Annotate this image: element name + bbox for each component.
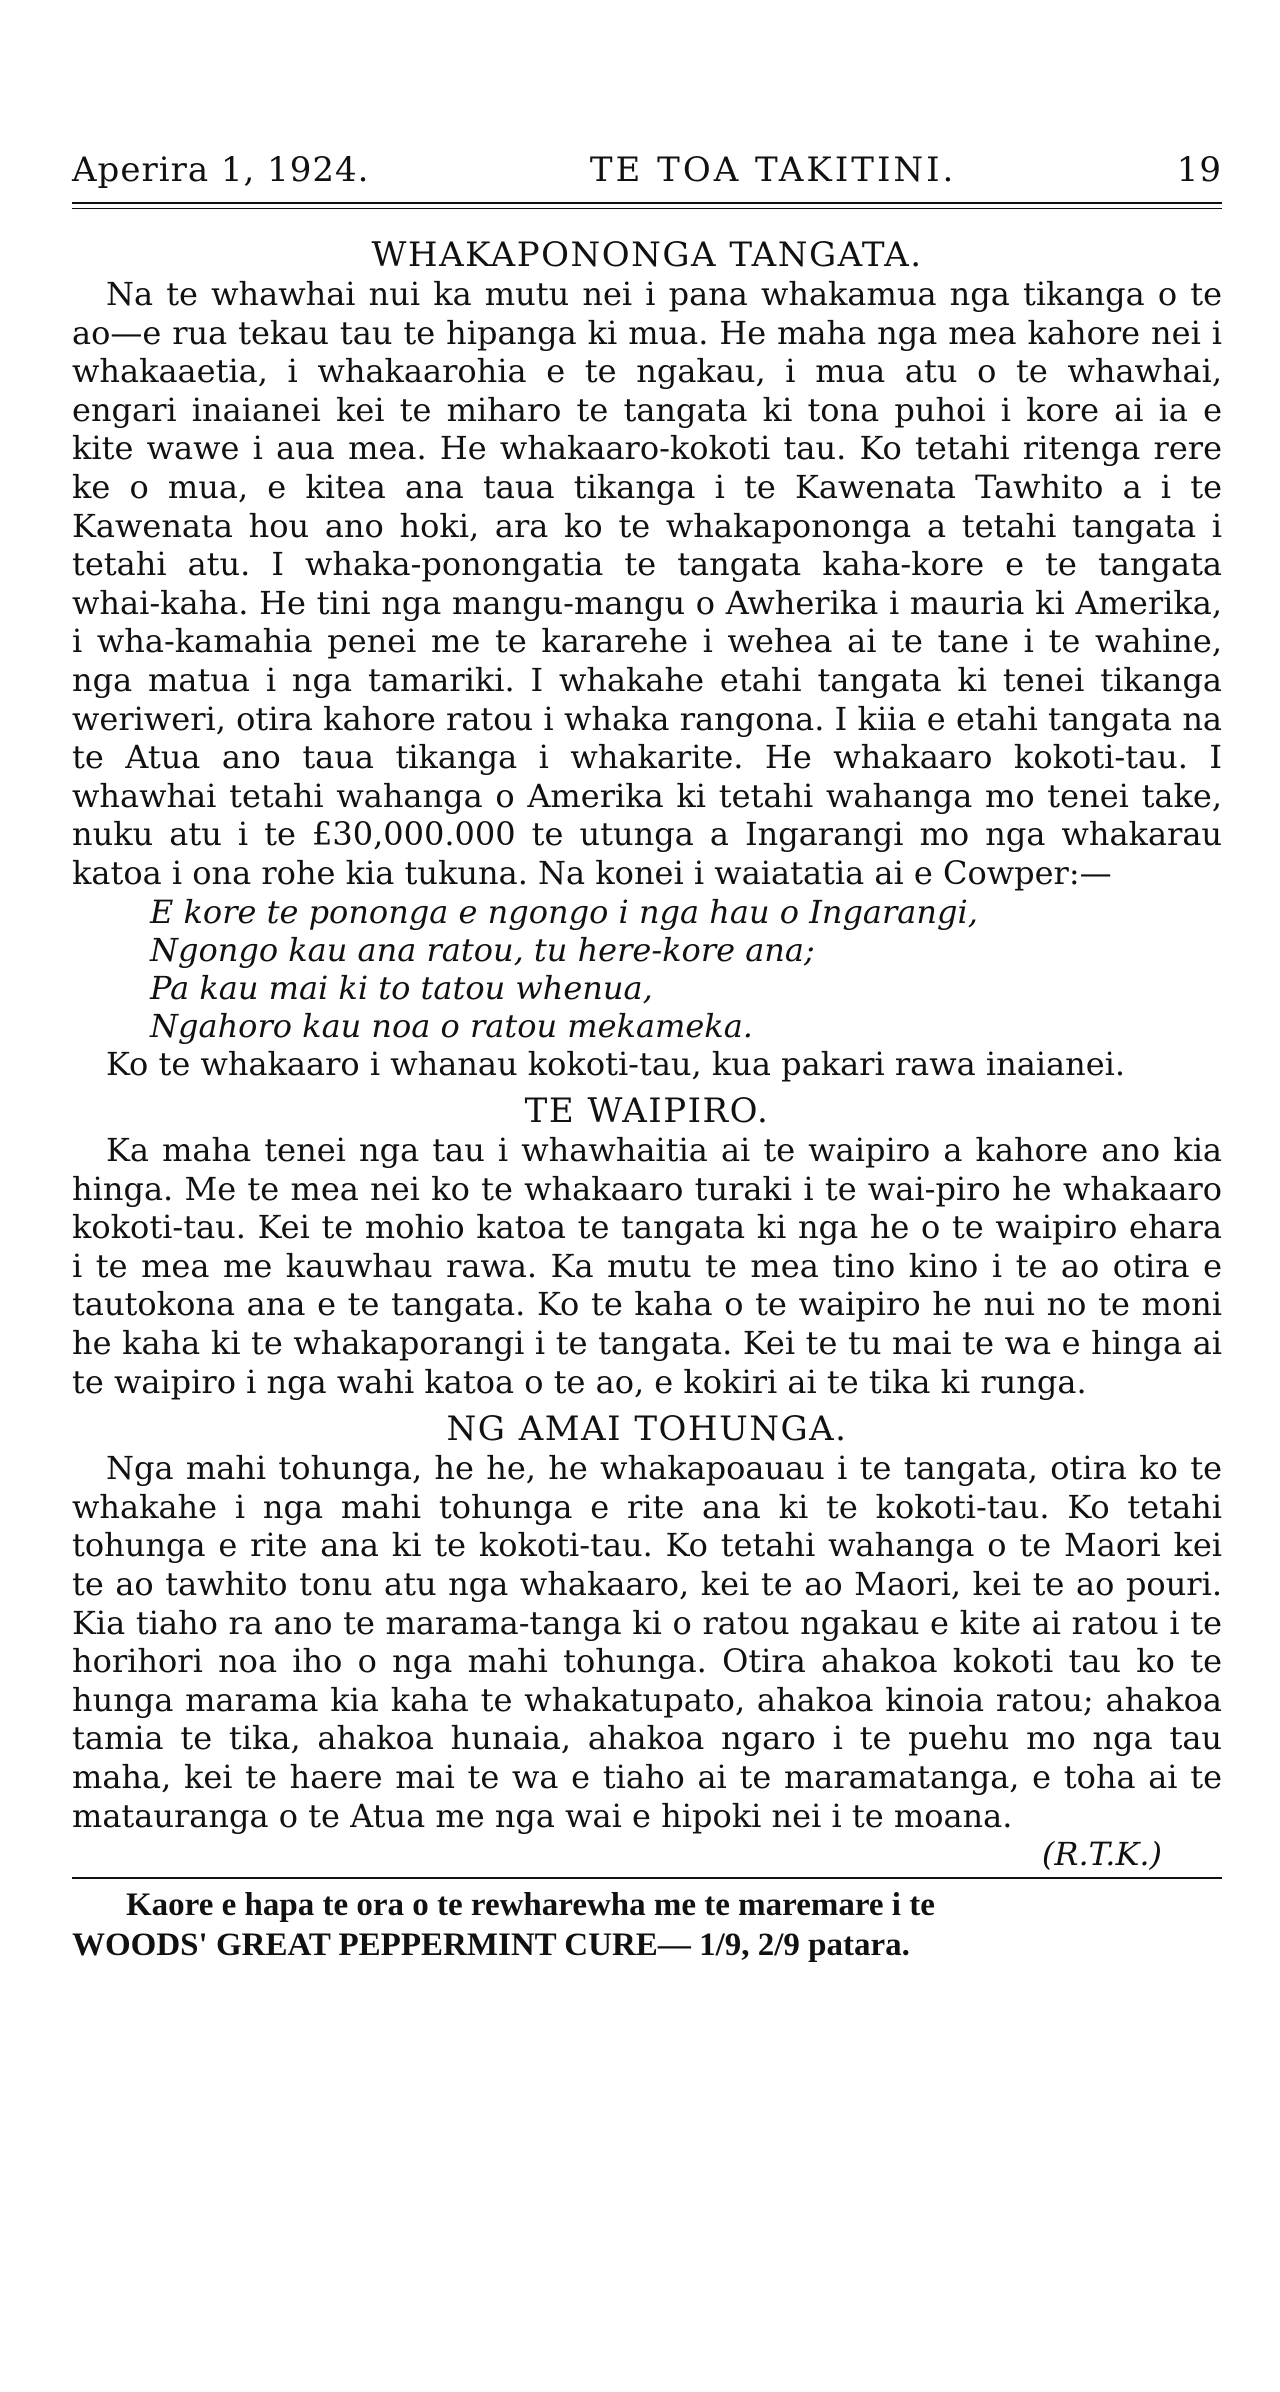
header-rule — [72, 202, 1222, 204]
paragraph-waipiro: Ka maha tenei nga tau i whawhaitia ai te waipiro a kahore ano kia hinga. Me te mea nei ko te whakaaro turaki i te wai-piro he whakaaro kokoti-tau. Kei te mohio katoa te tangata ki nga he o te waipiro ehara i te mea me kauwhau rawa. Ka mutu te mea tino kino i te ao otira e tautokona ana e te tangata. Ko te kaha o te waipiro he nui no te moni he kaha ki te whakaporangi i te tangata. Kei te tu mai te wa e hinga ai te waipiro i nga wahi katoa o te ao, e kokiri ai te tika ki runga. — [72, 1131, 1222, 1401]
poem-line: Ngahoro kau noa o ratou mekameka. — [150, 1006, 753, 1045]
header-rule-thin — [72, 208, 1222, 209]
paragraph-whakapononga: Na te whawhai nui ka mutu nei i pana whakamua nga tikanga o te ao—e rua tekau tau te hipanga ki mua. He maha nga mea kahore nei i whakaaetia, i whakaarohia e te ngakau, i mua atu o te whawhai, engari inaianei kei te miharo te tangata ki tona puhoi i kore ai ia e kite wawe i aua mea. He whakaaro-kokoti tau. Ko tetahi ritenga rere ke o mua, e kitea ana taua tikanga i te Kawenata Tawhito a i te Kawenata hou ano hoki, ara ko te whakapononga a tetahi tangata i tetahi atu. I whaka-ponongatia te tangata kaha-kore e te tangata whai-kaha. He tini nga mangu-mangu o Awherika i mauria ki Amerika, i wha-kamahia penei me te kararehe i wehea ai te tane i te wahine, nga matua i nga tamariki. I whakahe etahi tangata ki tenei tikanga weriweri, otira kahore ratou i whaka rangona. I kiia e etahi tangata na te Atua ano taua tikanga i whakarite. He whakaaro kokoti-tau. I whawhai tetahi wahanga o Amerika ki tetahi wahanga mo tenei take, nuku atu i te £30,000.000 te utunga a Ingarangi mo nga whakarau katoa i ona rohe kia tukuna. Na konei i waiatatia ai e Cowper:— — [72, 275, 1222, 892]
running-header — [72, 150, 1222, 190]
poem-line: E kore te pononga e ngongo i nga hau o Ingarangi, — [150, 892, 978, 931]
advert-line-2: WOODS' GREAT PEPPERMINT CURE— 1/9, 2/9 patara. — [72, 1927, 910, 1964]
author-signature: (R.T.K.) — [1041, 1835, 1162, 1874]
cowper-poem — [150, 893, 1222, 1045]
paragraph-closing: Ko te whakaaro i whanau kokoti-tau, kua pakari rawa inaianei. — [106, 1044, 1126, 1083]
advert-line-1: Kaore e hapa te ora o te rewharewha me te maremare i te — [126, 1887, 935, 1924]
paragraph-tohunga: Nga mahi tohunga, he he, he whakapoauau i te tangata, otira ko te whakahe i nga mahi tohunga e rite ana ki te kokoti-tau. Ko tetahi tohunga e rite ana ki te kokoti-tau. Ko tetahi wahanga o te Maori kei te ao tawhito tonu atu nga whakaaro, kei te ao Maori, kei te ao pouri. Kia tiaho ra ano te marama-tanga ki o ratou ngakau e kite ai ratou i te horihori noa iho o nga mahi tohunga. Otira ahakoa kokoti tau ko te hunga marama kia kaha te whakatupato, ahakoa kinoia ratou; ahakoa tamia te tika, ahakoa hunaia, ahakoa ngaro i te puehu mo nga tau maha, kei te haere mai te wa e tiaho ai te maramatanga, e toha ai te matauranga o te Atua me nga wai e hipoki nei i te moana. — [72, 1449, 1222, 1835]
poem-line: Ngongo kau ana ratou, tu here-kore ana; — [150, 930, 815, 969]
section-title-whakapononga: WHAKAPONONGA TANGATA. — [371, 235, 923, 275]
publication-title: TE TOA TAKITINI. — [589, 150, 957, 190]
page-number: 19 — [1176, 150, 1222, 190]
page — [72, 150, 1222, 1965]
section-title-waipiro: TE WAIPIRO. — [524, 1091, 770, 1132]
section-title-tohunga: NG AMAI TOHUNGA. — [446, 1409, 848, 1450]
footer-rule — [72, 1877, 1222, 1879]
poem-line: Pa kau mai ki to tatou whenua, — [150, 968, 653, 1007]
issue-date: Aperira 1, 1924. — [72, 150, 370, 190]
advertisement — [72, 1885, 1222, 1965]
